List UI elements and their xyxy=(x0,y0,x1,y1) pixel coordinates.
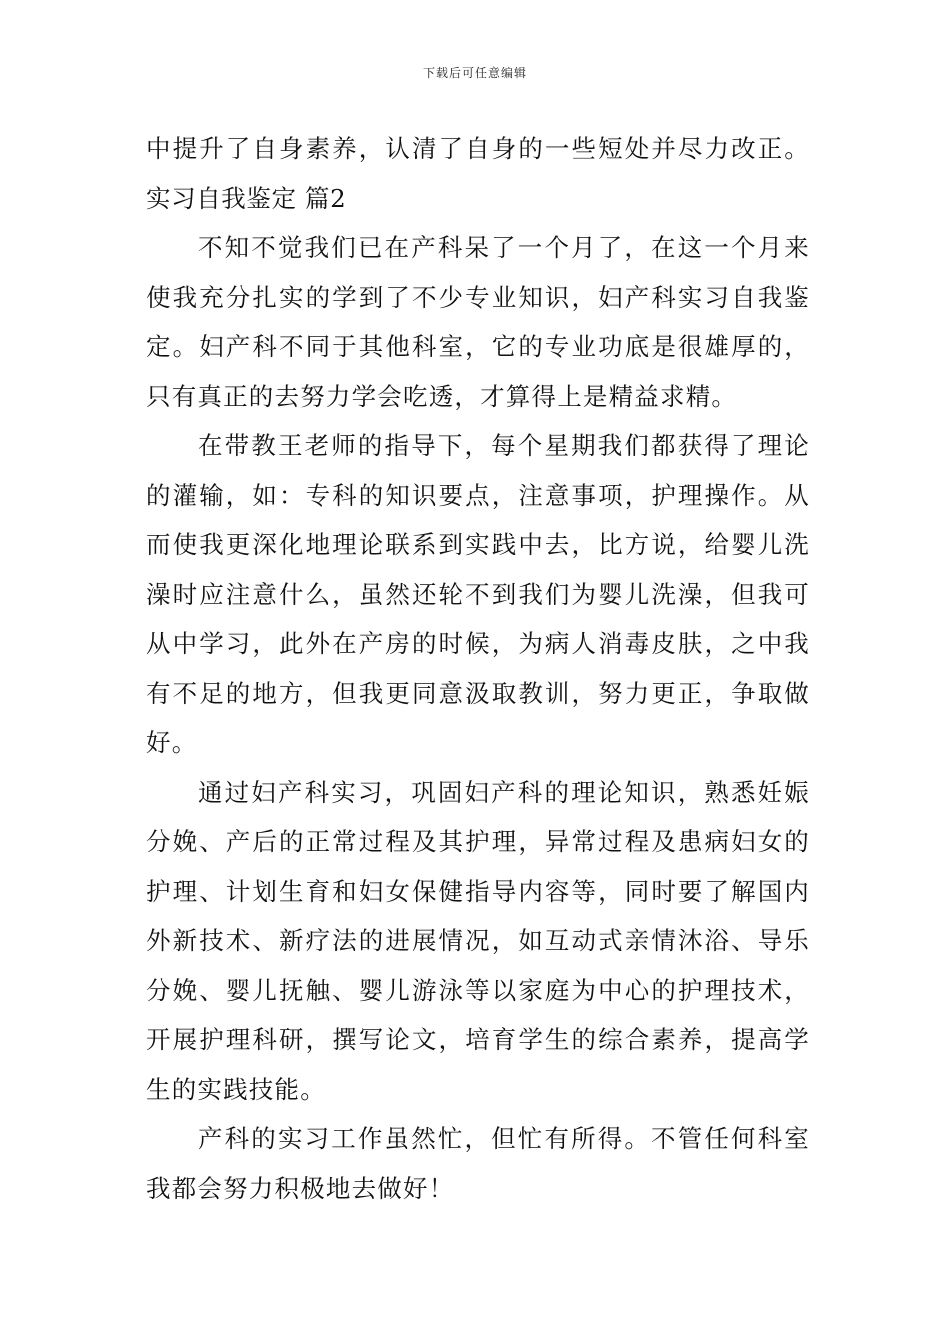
body-line: 分娩、婴儿抚触、婴儿游泳等以家庭为中心的护理技术， xyxy=(146,975,810,1005)
paragraph-first-line: 不知不觉我们已在产科呆了一个月了，在这一个月来 xyxy=(198,233,810,262)
body-line: 中提升了自身素养，认清了自身的一些短处并尽力改正。 xyxy=(146,134,810,163)
body-line: 定。妇产科不同于其他科室，它的专业功底是很雄厚的， xyxy=(146,332,810,361)
body-line: 从中学习，此外在产房的时候，为病人消毒皮肤，之中我 xyxy=(146,629,810,658)
body-line: 好。 xyxy=(146,728,198,757)
body-line: 而使我更深化地理论联系到实践中去，比方说，给婴儿洗 xyxy=(146,530,810,559)
paragraph-first-line: 通过妇产科实习，巩固妇产科的理论知识，熟悉妊娠 xyxy=(198,777,810,807)
body-line: 有不足的地方，但我更同意汲取教训，努力更正，争取做 xyxy=(146,678,810,708)
body-line: 澡时应注意什么，虽然还轮不到我们为婴儿洗澡，但我可 xyxy=(146,579,810,609)
body-line: 使我充分扎实的学到了不少专业知识，妇产科实习自我鉴 xyxy=(146,282,810,312)
body-line: 只有真正的去努力学会吃透，才算得上是精益求精。 xyxy=(146,381,738,411)
paragraph-first-line: 产科的实习工作虽然忙，但忙有所得。不管任何科室 xyxy=(198,1124,810,1153)
body-line: 分娩、产后的正常过程及其护理，异常过程及患病妇女的 xyxy=(146,827,810,856)
body-line: 的灌输，如：专科的知识要点，注意事项，护理操作。从 xyxy=(146,480,810,510)
body-line: 护理、计划生育和妇女保健指导内容等，同时要了解国内 xyxy=(146,876,810,906)
body-line: 外新技术、新疗法的进展情况，如互动式亲情沐浴、导乐 xyxy=(146,926,810,955)
section-title: 实习自我鉴定 篇2 xyxy=(146,183,347,213)
page-header: 下载后可任意编辑 xyxy=(422,66,527,80)
body-line: 开展护理科研，撰写论文，培育学生的综合素养，提高学 xyxy=(146,1025,810,1054)
document-body xyxy=(146,124,810,1213)
body-line: 生的实践技能。 xyxy=(146,1074,326,1104)
body-line: 我都会努力积极地去做好！ xyxy=(146,1173,455,1203)
paragraph-first-line: 在带教王老师的指导下，每个星期我们都获得了理论 xyxy=(198,431,810,460)
